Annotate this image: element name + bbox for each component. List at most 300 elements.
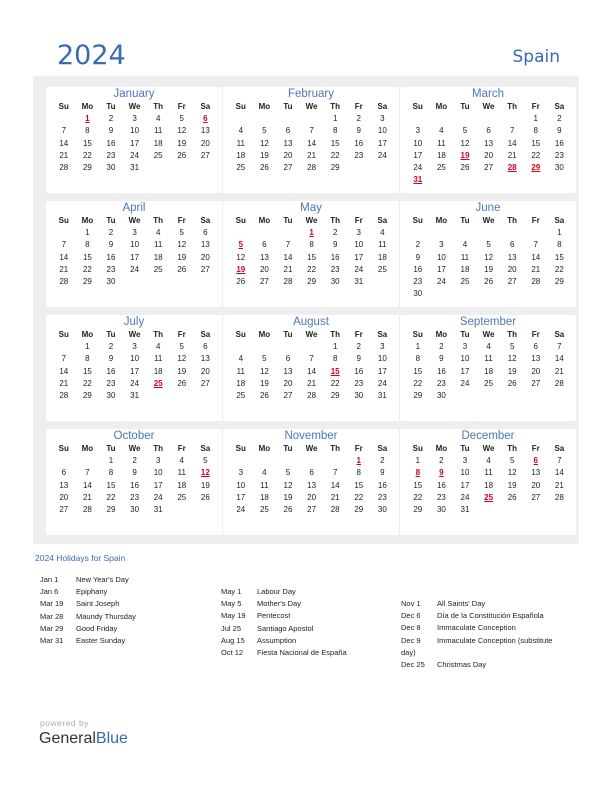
day-cell: 13	[259, 252, 269, 262]
holiday-day-cell: 1	[356, 456, 361, 465]
weekday-label: We	[128, 216, 141, 225]
weekday-label: We	[128, 444, 141, 453]
day-cell	[323, 455, 347, 467]
day-cell: 16	[130, 480, 140, 490]
day-cell: 10	[130, 354, 140, 364]
week-row	[46, 467, 222, 479]
day-cell: 21	[507, 150, 517, 160]
day-cell: 16	[554, 138, 564, 148]
day-cell: 5	[203, 456, 208, 465]
day-cell	[300, 341, 324, 353]
holiday-item	[401, 635, 587, 659]
weekday-label: Sa	[554, 330, 565, 339]
day-cell	[500, 504, 524, 516]
weekday-label: Fr	[354, 216, 363, 225]
weekday-label: Th	[330, 330, 341, 339]
month-july	[46, 315, 222, 421]
day-cell: 4	[155, 114, 161, 123]
weekday-label: Tu	[460, 102, 470, 111]
day-cell: 7	[332, 468, 338, 478]
weekday-label: Th	[507, 216, 518, 225]
week-row	[223, 353, 399, 365]
weekday-label: Th	[330, 444, 341, 453]
day-cell: 17	[413, 150, 423, 160]
day-cell: 27	[531, 492, 541, 502]
holiday-date: Dec 9	[401, 635, 421, 645]
day-cell: 17	[153, 480, 163, 490]
day-cell: 1	[415, 456, 421, 465]
week-row	[400, 162, 576, 174]
holiday-day-cell: 25	[153, 378, 163, 388]
day-cell: 14	[59, 138, 69, 148]
day-cell: 5	[285, 468, 291, 478]
day-cell: 30	[436, 505, 446, 515]
day-cell: 17	[377, 138, 387, 148]
day-cell: 15	[82, 252, 92, 262]
weekday-label: Su	[58, 330, 69, 339]
day-cell: 19	[259, 378, 269, 388]
week-row	[400, 264, 576, 276]
weekday-label: We	[482, 102, 495, 111]
day-cell: 10	[236, 480, 246, 490]
day-cell: 4	[486, 456, 491, 465]
day-cell	[477, 390, 501, 402]
holiday-name: Labour Day	[257, 587, 296, 596]
day-cell: 13	[283, 138, 293, 148]
day-cell: 11	[484, 354, 493, 364]
weekday-label: Su	[58, 444, 69, 453]
day-cell: 13	[531, 468, 541, 478]
day-cell: 2	[439, 456, 444, 465]
day-cell: 7	[61, 240, 67, 250]
day-cell: 2	[132, 456, 137, 465]
weekday-label: Su	[412, 102, 423, 111]
holiday-item	[221, 610, 392, 622]
day-cell: 18	[259, 492, 269, 502]
week-row	[400, 125, 576, 137]
week-row	[46, 480, 222, 492]
day-cell: 31	[460, 505, 470, 515]
month-name: May	[300, 202, 322, 214]
day-cell	[406, 227, 430, 239]
holiday-date: Nov 1	[401, 599, 421, 608]
day-cell: 15	[307, 252, 317, 262]
weekday-label: Mo	[258, 444, 271, 453]
day-cell: 12	[177, 126, 187, 136]
day-cell: 6	[203, 342, 208, 351]
day-cell: 8	[533, 126, 538, 136]
holiday-item	[221, 623, 392, 635]
day-cell: 9	[415, 252, 421, 262]
holiday-date: Jan 6	[40, 587, 59, 597]
day-cell: 25	[460, 277, 470, 287]
day-cell: 9	[108, 240, 114, 250]
holiday-item	[40, 623, 211, 635]
weekday-label: Tu	[283, 102, 293, 111]
holiday-name: Pentecost	[257, 611, 291, 621]
month-name: October	[113, 430, 155, 442]
holiday-item	[221, 586, 392, 598]
day-cell: 18	[153, 252, 163, 262]
day-cell	[52, 341, 76, 353]
weekday-label: Mo	[258, 330, 271, 339]
day-cell: 10	[153, 468, 163, 478]
day-cell: 10	[130, 240, 140, 250]
day-cell: 4	[462, 240, 468, 250]
holiday-item	[401, 610, 587, 622]
day-cell: 21	[554, 480, 564, 490]
day-cell: 10	[377, 354, 387, 364]
day-cell: 9	[356, 126, 361, 136]
day-cell: 2	[557, 114, 562, 123]
day-cell: 12	[283, 480, 293, 490]
day-cell: 22	[330, 378, 340, 388]
day-cell: 2	[108, 114, 114, 123]
weekday-label: Fr	[177, 216, 186, 225]
day-cell	[229, 227, 253, 239]
day-cell	[170, 276, 194, 288]
day-cell	[524, 174, 548, 186]
day-cell: 11	[236, 138, 245, 148]
day-cell: 7	[285, 240, 291, 250]
day-cell	[453, 288, 477, 300]
day-cell: 31	[153, 505, 163, 515]
weekday-label: Su	[412, 330, 423, 339]
week-row	[400, 276, 576, 288]
day-cell: 28	[59, 163, 69, 173]
day-cell: 1	[85, 228, 90, 237]
day-cell: 25	[153, 150, 163, 160]
weekday-label: Th	[507, 102, 518, 111]
day-cell	[146, 276, 170, 288]
weekday-label: Mo	[81, 330, 94, 339]
day-cell: 28	[283, 277, 293, 287]
weekday-label: Mo	[258, 102, 271, 111]
day-cell: 21	[531, 264, 541, 274]
week-row	[400, 113, 576, 125]
day-cell: 22	[82, 150, 92, 160]
day-cell: 6	[509, 240, 515, 250]
day-cell: 29	[82, 391, 92, 401]
month-february	[223, 87, 399, 193]
weekday-label: Tu	[283, 216, 293, 225]
day-cell: 12	[236, 252, 246, 262]
day-cell: 26	[507, 492, 517, 502]
week-row	[223, 138, 399, 150]
holiday-day-cell: 12	[200, 468, 210, 478]
holiday-date: Dec 8	[401, 623, 421, 633]
day-cell	[453, 174, 477, 186]
day-cell: 17	[130, 252, 140, 262]
week-row	[223, 480, 399, 492]
day-cell: 26	[460, 163, 470, 173]
weekday-label: Tu	[460, 444, 470, 453]
day-cell	[300, 455, 324, 467]
day-cell: 16	[377, 480, 387, 490]
day-cell: 16	[436, 366, 446, 376]
day-cell: 8	[332, 354, 338, 364]
week-row	[46, 504, 222, 516]
day-cell	[430, 227, 454, 239]
day-cell: 6	[285, 354, 291, 364]
holiday-date: Mar 31	[40, 636, 64, 646]
day-cell: 6	[203, 228, 208, 237]
day-cell: 11	[437, 138, 446, 148]
day-cell: 20	[259, 264, 269, 274]
holiday-day-cell: 5	[238, 240, 244, 250]
day-cell	[500, 113, 524, 125]
week-row	[400, 504, 576, 516]
weekday-label: Mo	[258, 216, 271, 225]
day-cell: 2	[439, 342, 444, 351]
weekday-label: Sa	[554, 216, 565, 225]
day-cell: 18	[236, 378, 246, 388]
holiday-day-cell: 29	[531, 163, 541, 173]
weekday-label: Mo	[81, 102, 94, 111]
day-cell: 31	[377, 391, 387, 401]
weekday-label: We	[482, 444, 495, 453]
month-name: January	[113, 88, 155, 100]
holiday-item	[40, 635, 211, 647]
day-cell: 17	[460, 366, 470, 376]
weekday-label: Su	[235, 444, 246, 453]
brand-blue: Blue	[95, 730, 128, 747]
day-cell: 24	[130, 264, 140, 274]
day-cell: 27	[484, 163, 494, 173]
day-cell: 24	[436, 277, 446, 287]
day-cell: 17	[377, 366, 387, 376]
week-row	[400, 480, 576, 492]
day-cell: 20	[507, 264, 517, 274]
day-cell: 30	[354, 391, 364, 401]
day-cell: 10	[413, 138, 423, 148]
week-row	[223, 455, 399, 467]
calendar-grid	[33, 76, 579, 544]
week-row	[46, 492, 222, 504]
holidays-title: 2024 Holidays for Spain	[35, 553, 126, 563]
day-cell: 3	[155, 456, 161, 465]
weekday-header	[223, 329, 399, 341]
day-cell: 11	[154, 126, 163, 136]
day-cell: 7	[309, 126, 314, 136]
day-cell: 19	[177, 366, 187, 376]
day-cell: 22	[330, 150, 340, 160]
day-cell: 19	[484, 264, 494, 274]
holiday-item	[221, 598, 392, 610]
day-cell: 3	[462, 342, 468, 351]
day-cell: 7	[309, 354, 314, 364]
day-cell	[500, 390, 524, 402]
day-cell: 26	[236, 277, 246, 287]
weekday-label: Th	[330, 216, 341, 225]
day-cell: 4	[262, 468, 267, 478]
month-october	[46, 429, 222, 535]
day-cell: 18	[377, 252, 387, 262]
day-cell: 25	[153, 264, 163, 274]
day-cell	[52, 113, 76, 125]
day-cell: 13	[531, 354, 541, 364]
day-cell: 6	[262, 240, 267, 250]
month-name: April	[122, 202, 146, 214]
weekday-label: Su	[235, 102, 246, 111]
holiday-item	[40, 598, 211, 610]
day-cell: 5	[179, 228, 184, 237]
day-cell: 14	[283, 252, 293, 262]
week-row	[223, 252, 399, 264]
day-cell: 5	[179, 342, 184, 351]
month-name: June	[475, 202, 501, 214]
day-cell: 4	[380, 228, 385, 237]
day-cell: 15	[330, 138, 340, 148]
day-cell: 8	[85, 240, 90, 250]
day-cell: 2	[380, 456, 385, 465]
week-row	[400, 366, 576, 378]
day-cell: 27	[200, 150, 210, 160]
weekday-header	[46, 215, 222, 227]
day-cell: 24	[460, 378, 470, 388]
day-cell: 8	[85, 126, 90, 136]
holiday-name: Maundy Thursday	[76, 611, 136, 621]
day-cell: 20	[200, 252, 210, 262]
day-cell: 29	[413, 391, 423, 401]
day-cell	[524, 227, 548, 239]
day-cell: 6	[285, 126, 291, 136]
day-cell: 24	[377, 150, 387, 160]
day-cell	[453, 227, 477, 239]
day-cell: 9	[439, 354, 444, 364]
holiday-date: Jul 25	[221, 623, 242, 633]
holiday-date: May 1	[221, 587, 242, 596]
holiday-item	[40, 586, 211, 598]
week-row	[46, 353, 222, 365]
day-cell: 13	[283, 366, 293, 376]
holiday-day-cell: 28	[507, 163, 517, 173]
day-cell: 28	[531, 277, 541, 287]
day-cell	[194, 276, 218, 288]
day-cell: 16	[354, 366, 364, 376]
week-row	[400, 353, 576, 365]
day-cell: 3	[132, 342, 137, 351]
day-cell: 4	[486, 342, 491, 351]
powered-by-text: powered by	[40, 718, 89, 728]
day-cell: 5	[509, 456, 515, 465]
day-cell	[123, 276, 147, 288]
day-cell	[170, 390, 194, 402]
day-cell: 1	[557, 228, 562, 237]
day-cell: 18	[236, 150, 246, 160]
holiday-name: Christmas Day	[437, 660, 487, 670]
day-cell: 26	[259, 163, 269, 173]
weekday-label: Fr	[531, 444, 540, 453]
day-cell: 12	[460, 138, 470, 148]
day-cell: 24	[413, 163, 423, 173]
day-cell: 7	[85, 468, 90, 478]
day-cell: 4	[155, 342, 161, 351]
holiday-day-cell: 31	[413, 175, 423, 185]
weekday-label: Tu	[460, 330, 470, 339]
holiday-name: Easter Sunday	[76, 636, 126, 646]
weekday-label: Mo	[435, 216, 448, 225]
day-cell: 14	[330, 480, 340, 490]
day-cell: 10	[354, 240, 364, 250]
day-cell: 11	[378, 240, 387, 250]
day-cell	[253, 113, 277, 125]
day-cell: 12	[507, 354, 517, 364]
day-cell	[548, 390, 572, 402]
week-row	[400, 341, 576, 353]
day-cell: 15	[554, 252, 564, 262]
day-cell: 30	[554, 163, 564, 173]
week-row	[223, 492, 399, 504]
holiday-day-cell: 6	[203, 114, 208, 123]
day-cell	[253, 227, 277, 239]
week-row	[46, 125, 222, 137]
weekday-label: Th	[330, 102, 341, 111]
day-cell: 24	[236, 505, 246, 515]
day-cell: 27	[307, 505, 317, 515]
weekday-label: Fr	[177, 102, 186, 111]
month-name: July	[123, 316, 145, 328]
day-cell: 7	[557, 456, 562, 465]
day-cell: 11	[460, 252, 470, 262]
day-cell	[477, 504, 501, 516]
day-cell: 29	[413, 505, 423, 515]
day-cell: 11	[236, 366, 245, 376]
day-cell: 8	[356, 468, 361, 478]
holiday-date: Mar 19	[40, 599, 64, 609]
day-cell: 2	[332, 228, 338, 237]
week-row	[223, 239, 399, 251]
day-cell: 7	[61, 354, 67, 364]
holiday-item	[40, 574, 211, 586]
day-cell	[146, 390, 170, 402]
day-cell: 21	[307, 150, 317, 160]
day-cell: 13	[484, 138, 494, 148]
day-cell: 22	[82, 264, 92, 274]
day-cell: 23	[377, 492, 387, 502]
day-cell: 14	[307, 138, 317, 148]
month-november	[223, 429, 399, 535]
week-row	[223, 125, 399, 137]
day-cell: 15	[413, 480, 423, 490]
month-name: February	[287, 88, 335, 100]
day-cell: 9	[380, 468, 385, 478]
day-cell: 21	[59, 264, 69, 274]
week-row	[400, 467, 576, 479]
day-cell: 22	[413, 378, 423, 388]
week-row	[46, 239, 222, 251]
day-cell: 25	[484, 378, 494, 388]
day-cell: 16	[436, 480, 446, 490]
day-cell	[194, 390, 218, 402]
day-cell: 11	[154, 240, 163, 250]
holiday-item	[221, 647, 392, 659]
day-cell	[430, 288, 454, 300]
day-cell: 29	[330, 163, 340, 173]
weekday-label: Mo	[435, 102, 448, 111]
month-june	[400, 201, 576, 307]
day-cell: 16	[413, 264, 423, 274]
weekday-header	[400, 101, 576, 113]
holiday-name: New Year's Day	[76, 575, 129, 584]
day-cell: 9	[332, 240, 338, 250]
day-cell	[548, 504, 572, 516]
day-cell	[194, 162, 218, 174]
day-cell: 19	[177, 138, 187, 148]
weekday-label: Sa	[554, 444, 565, 453]
day-cell: 16	[330, 252, 340, 262]
day-cell: 24	[130, 378, 140, 388]
